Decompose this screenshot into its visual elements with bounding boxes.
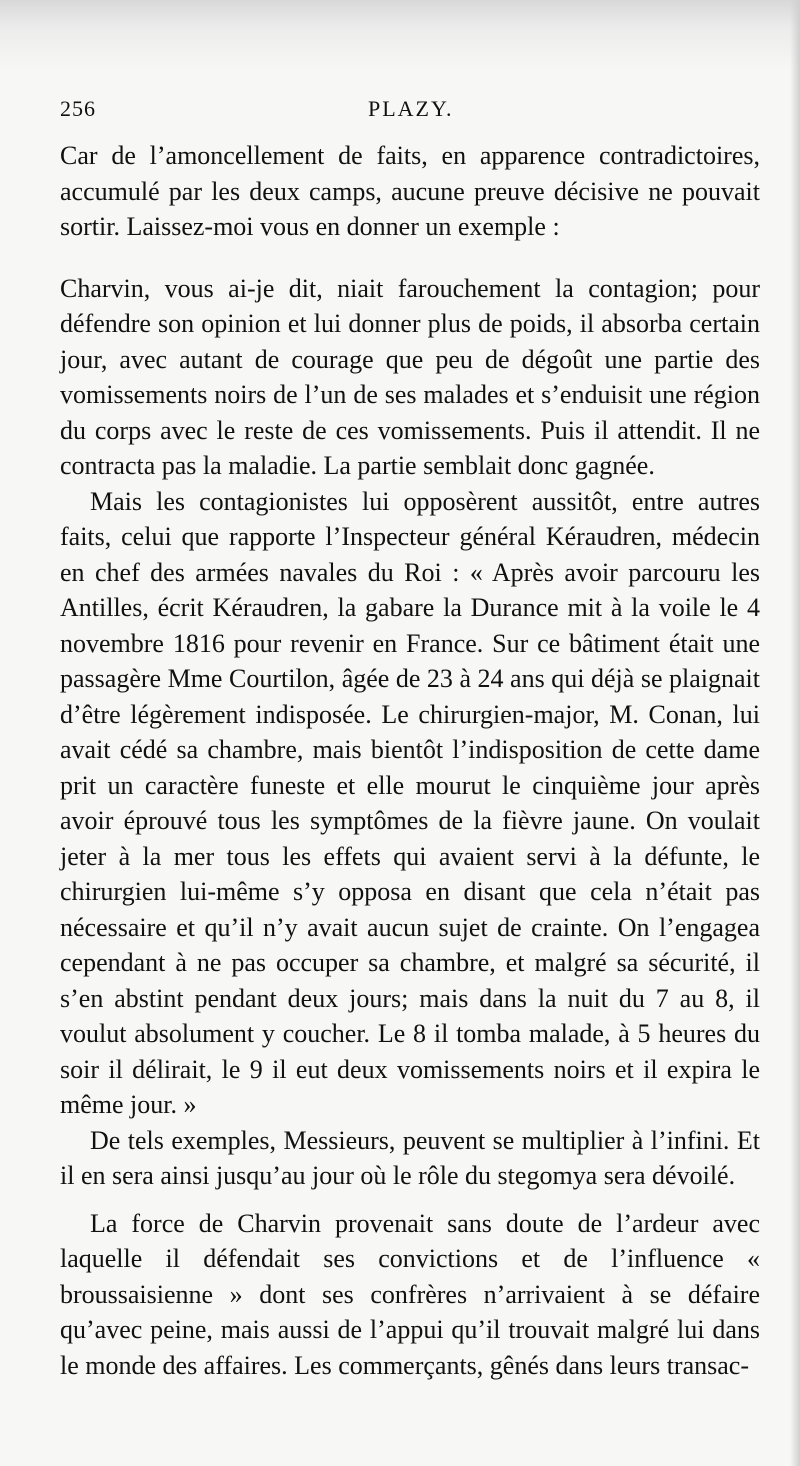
paragraph-gap — [60, 1194, 760, 1206]
paragraph-3: Mais les contagionistes lui opposèrent aussitôt, entre autres faits, celui que rapporte l’Inspecteur général Kéraudren, médecin en chef des armées navales du Roi : « Après avoir parcouru les Antilles, écrit Kéraudren, la gabare la Durance mit à la voile le 4 novembre 1816 pour revenir en France. Sur ce bâtiment était une passagère Mme Courtilon, âgée de 23 à 24 ans qui déjà se plaignait d’être légèrement indisposée. Le chirurgien-major, M. Conan, lui avait cédé sa chambre, mais bientôt l’indisposition de cette dame prit un caractère funeste et elle mourut le cinquième jour après avoir éprouvé tous les symptômes de la fièvre jaune. On voulait jeter à la mer tous les effets qui avaient servi à la défunte, le chirurgien lui-même s’y opposa en disant que cela n’était pas nécessaire et qu’il n’y avait aucun sujet de crainte. On l’engagea cependant à ne pas occuper sa chambre, et malgré sa sécurité, il s’en abstint pendant deux jours; mais dans la nuit du 7 au 8, il voulut absolument y coucher. Le 8 il tomba malade, à 5 heures du soir il délirait, le 9 il eut deux vomissements noirs et il expira le même jour. » — [60, 486, 760, 1119]
running-header — [60, 96, 760, 130]
paragraph-5: La force de Charvin provenait sans doute de l’ardeur avec laquelle il défendait ses convictions et de l’influence « broussaisienne » dont ses confrères n’arrivaient à se défaire qu’avec peine, mais aussi de l’appui qu’il trouvait malgré lui dans le monde des affaires. Les commerçants, gênés dans leurs transac- — [60, 1208, 760, 1380]
paragraph-1: Car de l’amoncellement de faits, en apparence contradictoires, accumulé par les deux camps, aucune preuve décisive ne pouvait sortir. Laissez-moi vous en donner un exemple : — [60, 141, 760, 241]
paragraph-4: De tels exemples, Messieurs, peuvent se multiplier à l’infini. Et il en sera ainsi jusqu’au jour où le rôle du stegomya sera dévoilé. — [60, 1125, 760, 1190]
paragraph-gap — [60, 245, 760, 271]
body-text — [60, 138, 760, 1383]
scan-right-edge — [790, 0, 800, 1466]
scan-top-edge — [0, 0, 800, 70]
page-number: 256 — [60, 96, 96, 121]
running-title: PLAZY. — [368, 96, 454, 121]
paragraph-2: Charvin, vous ai-je dit, niait farouchement la contagion; pour défendre son opinion et lui donner plus de poids, il absorba certain jour, avec autant de courage que peu de dégoût une partie des vomissements noirs de l’un de ses malades et s’enduisit une région du corps avec le reste de ces vomissements. Puis il attendit. Il ne contracta pas la maladie. La partie semblait donc gagnée. — [60, 273, 760, 480]
